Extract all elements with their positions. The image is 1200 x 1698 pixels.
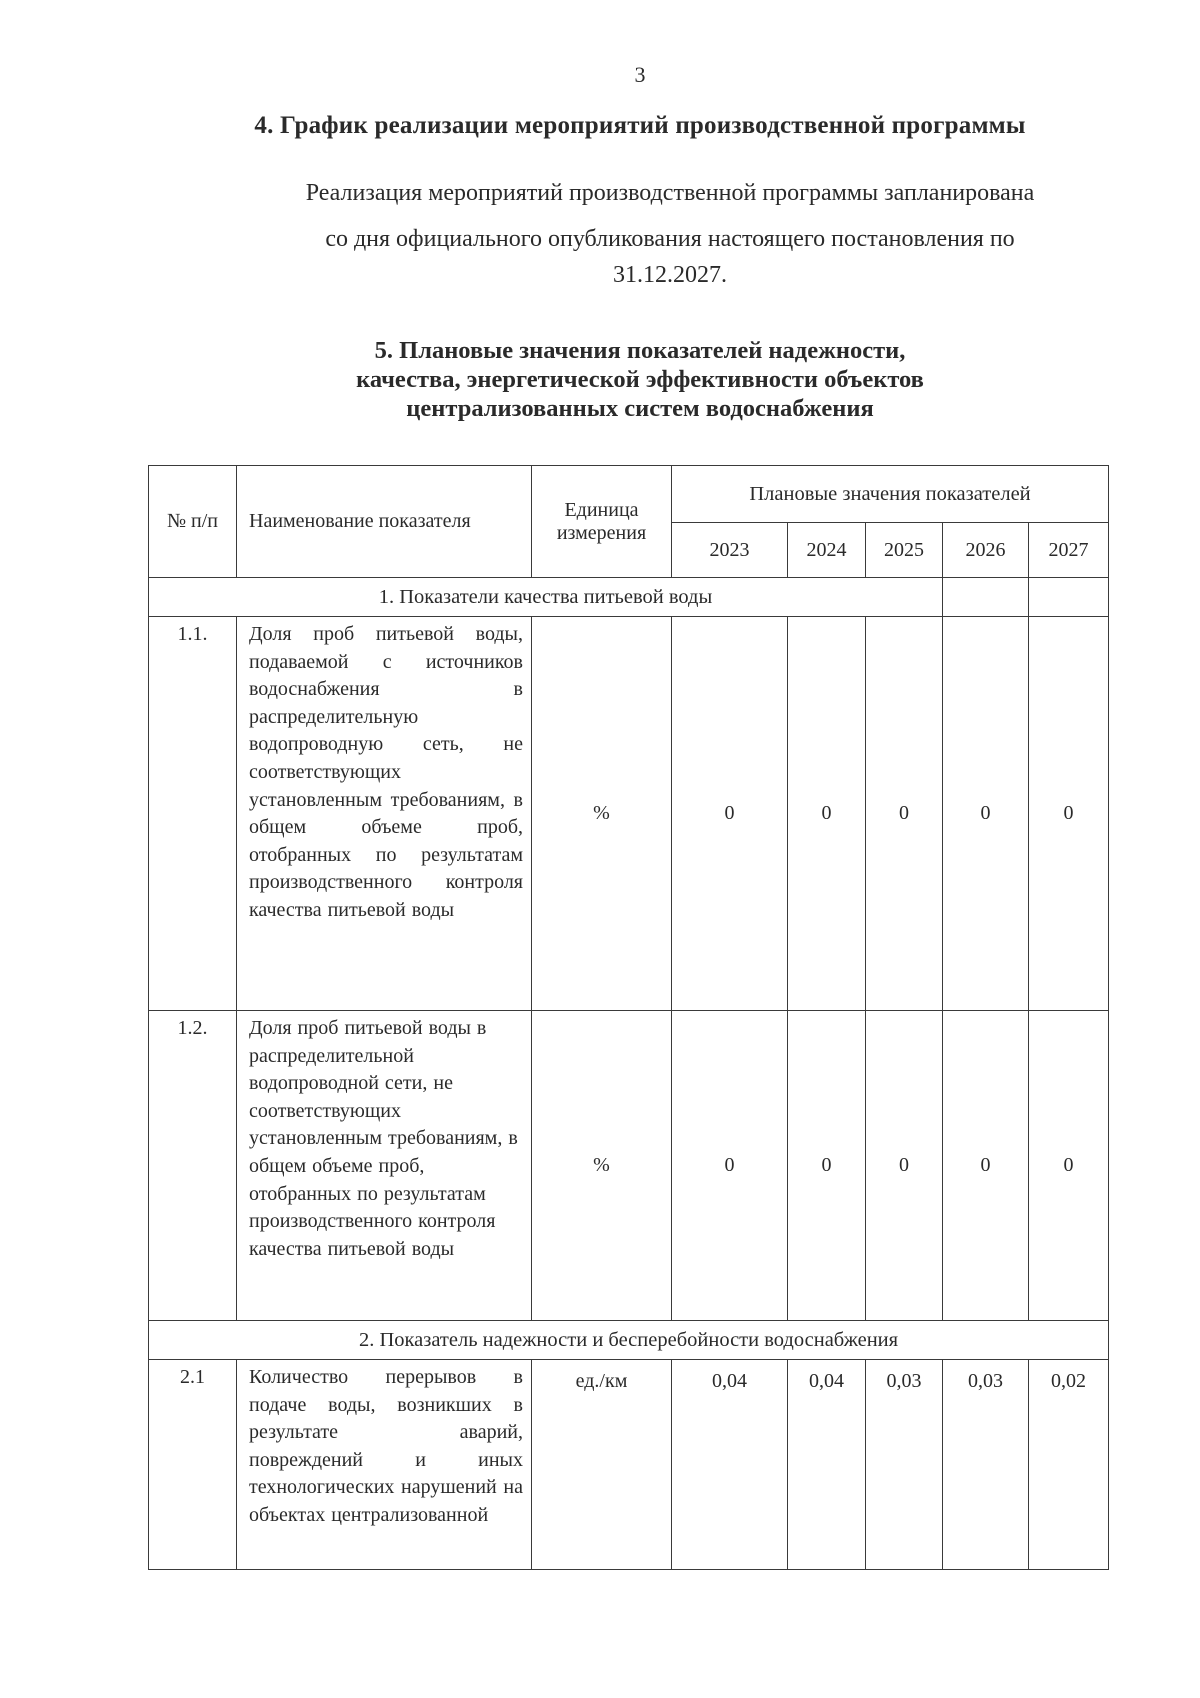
row-number: 2.1 — [149, 1360, 237, 1570]
schedule-paragraph-line: 31.12.2027. — [613, 262, 727, 288]
row-number: 1.1. — [149, 617, 237, 1011]
header-year: 2026 — [943, 523, 1029, 578]
row-value: 0 — [943, 1011, 1029, 1321]
row-value: 0 — [672, 617, 788, 1011]
row-value: 0 — [672, 1011, 788, 1321]
indicators-table — [148, 465, 1109, 1570]
header-year: 2023 — [672, 523, 788, 578]
row-value: 0 — [788, 617, 866, 1011]
section-5-heading-line: 5. Плановые значения показателей надежности, — [374, 337, 906, 364]
header-year: 2024 — [788, 523, 866, 578]
row-unit: ед./км — [532, 1360, 672, 1570]
header-unit: Единица измерения — [532, 466, 672, 578]
row-value: 0,04 — [672, 1360, 788, 1570]
section-title-water-quality: 1. Показатели качества питьевой воды — [149, 578, 943, 617]
row-unit: % — [532, 617, 672, 1011]
header-year: 2025 — [866, 523, 943, 578]
schedule-paragraph-line: Реализация мероприятий производственной программы запланирована — [305, 180, 1035, 206]
table-header-row — [149, 466, 1109, 523]
row-number: 1.2. — [149, 1011, 237, 1321]
row-indicator-name: Доля проб питьевой воды в распределительной водопроводной сети, не соответствующих установленным требованиям, в общем объеме проб, отобранных по результатам производственного контроля качества питьевой воды — [237, 1011, 532, 1321]
table-row — [149, 617, 1109, 1011]
row-value: 0 — [1029, 617, 1109, 1011]
section-5-heading — [0, 336, 1200, 423]
row-value: 0 — [788, 1011, 866, 1321]
section-4-heading: 4. График реализации мероприятий производственной программы — [254, 112, 1026, 139]
row-value: 0 — [943, 617, 1029, 1011]
row-value: 0 — [866, 1011, 943, 1321]
row-value: 0,03 — [943, 1360, 1029, 1570]
header-number: № п/п — [149, 466, 237, 578]
row-value: 0,03 — [866, 1360, 943, 1570]
row-value: 0,02 — [1029, 1360, 1109, 1570]
row-value: 0,04 — [788, 1360, 866, 1570]
empty-cell — [1029, 578, 1109, 617]
page-number: 3 — [634, 62, 646, 87]
section-5-heading-line: централизованных систем водоснабжения — [406, 395, 874, 422]
row-value: 0 — [1029, 1011, 1109, 1321]
table-section-row — [149, 1321, 1109, 1360]
header-indicator-name: Наименование показателя — [237, 466, 532, 578]
row-indicator-name: Количество перерывов в подаче воды, возникших в результате аварий, повреждений и иных технологических нарушений на объектах централизованной — [237, 1360, 532, 1570]
section-5-heading-line: качества, энергетической эффективности объектов — [356, 366, 924, 393]
header-year: 2027 — [1029, 523, 1109, 578]
row-value: 0 — [866, 617, 943, 1011]
row-unit: % — [532, 1011, 672, 1321]
schedule-paragraph-line: со дня официального опубликования настоящего постановления по — [325, 226, 1015, 252]
section-title-reliability: 2. Показатель надежности и бесперебойности водоснабжения — [149, 1321, 1109, 1360]
empty-cell — [943, 578, 1029, 617]
table-row — [149, 1011, 1109, 1321]
table-section-row — [149, 578, 1109, 617]
header-planned-values: Плановые значения показателей — [672, 466, 1109, 523]
row-indicator-name: Доля проб питьевой воды, подаваемой с источников водоснабжения в распределительную водопроводную сеть, не соответствующих установленным требованиям, в общем объеме проб, отобранных по результатам производственного контроля качества питьевой воды — [237, 617, 532, 1011]
table-row — [149, 1360, 1109, 1570]
